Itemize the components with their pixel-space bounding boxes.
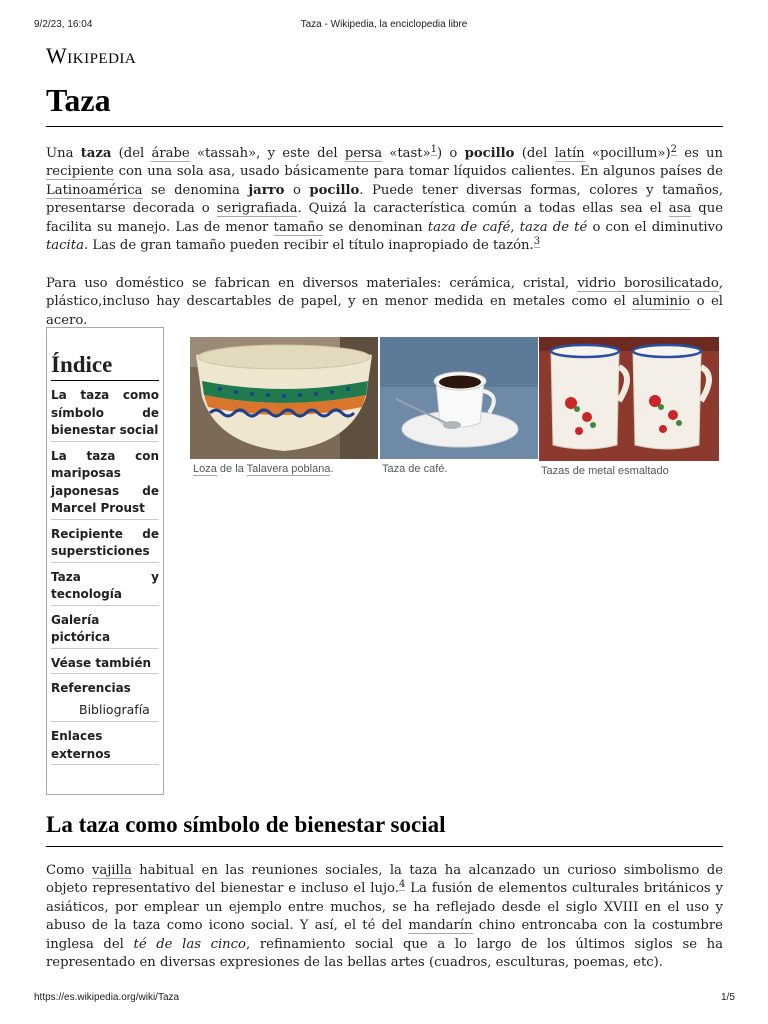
enamel-mugs-image[interactable]	[539, 337, 719, 461]
section-heading-simbolo: La taza como símbolo de bienestar social	[46, 812, 446, 837]
link-persa[interactable]: persa	[344, 146, 383, 161]
caption-esmaltado: Tazas de metal esmaltado	[541, 465, 669, 477]
print-timestamp: 9/2/23, 16:04	[34, 19, 93, 30]
coffee-cup-image[interactable]	[380, 337, 538, 459]
link-asa[interactable]: asa	[668, 201, 692, 217]
link-arabe[interactable]: árabe	[151, 146, 190, 161]
link-serigrafiada[interactable]: serigrafiada	[216, 201, 298, 217]
print-page-number: 1/5	[721, 992, 735, 1003]
link-vajilla[interactable]: vajilla	[91, 863, 132, 878]
ref-1[interactable]: 1	[430, 143, 438, 155]
caption-talavera: Loza de la Talavera poblana.	[193, 463, 334, 475]
title-divider	[46, 126, 723, 127]
gallery-figure-cafe	[380, 337, 538, 487]
link-tamano[interactable]: tamaño	[273, 219, 324, 235]
link-vidrio-borosilicatado[interactable]: vidrio borosilicatado	[577, 276, 719, 291]
toc-item-supersticiones[interactable]: Recipiente de supersticiones	[51, 520, 159, 563]
toc-item-bibliografia[interactable]: Bibliografía	[51, 699, 159, 723]
toc-item-galeria[interactable]: Galería pictórica	[51, 606, 159, 649]
toc-item-tecnologia[interactable]: Taza y tecnología	[51, 563, 159, 606]
ref-2[interactable]: 2	[670, 143, 677, 155]
talavera-bowl-image[interactable]	[190, 337, 378, 459]
table-of-contents	[46, 327, 164, 795]
gallery-figure-esmaltado	[539, 337, 719, 487]
section-divider	[46, 846, 723, 847]
section-paragraph-simbolo: Como vajilla habitual en las reuniones sociales, la taza ha alcanzado un curioso simbolismo de objeto representativo del bienestar e incluso el lujo.$^4$ La fusión de elementos culturales británicos y asiáticos, por emplear un ejemplo entre muchos, se ha reflejado desde el siglo XVIII en el uso y abuso de la taza como icono social. Y así, el té del mandarín chino entroncaba con la costumbre inglesa del té de las cinco, refinamiento social que a lo largo de los últimos siglos se ha representado en diversas expresiones de las bellas artes (cuadros, esculturas, poemas, etc).	[46, 863, 723, 971]
ref-3[interactable]: 3	[533, 235, 541, 247]
link-latin[interactable]: latín	[554, 146, 585, 161]
print-url: https://es.wikipedia.org/wiki/Taza	[34, 992, 180, 1003]
link-loza[interactable]: Loza	[193, 463, 217, 475]
intro-paragraph-2: Para uso doméstico se fabrican en diversos materiales: cerámica, cristal, vidrio borosilicatado, plástico,incluso hay descartables de papel, y en menor medida en metales como el aluminio o el acero.	[46, 276, 724, 328]
toc-title: Índice	[51, 352, 159, 381]
link-mandarin[interactable]: mandarín	[408, 918, 473, 934]
link-latinoamerica[interactable]: Latinoamérica	[46, 182, 143, 198]
link-recipiente[interactable]: recipiente	[46, 164, 114, 180]
toc-item-referencias[interactable]: Referencias	[51, 681, 131, 695]
wikipedia-wordmark[interactable]: Wikipedia	[46, 43, 137, 68]
ref-4[interactable]: 4	[398, 879, 406, 891]
print-header	[0, 0, 768, 46]
toc-item-simbolo[interactable]: La taza como símbolo de bienestar social	[51, 381, 159, 442]
toc-item-enlaces[interactable]: Enlaces externos	[51, 722, 159, 765]
page-title: Taza	[46, 82, 111, 118]
toc-item-vease[interactable]: Véase también	[51, 649, 159, 675]
link-talavera-poblana[interactable]: Talavera poblana	[246, 463, 331, 475]
toc-item-proust[interactable]: La taza con mariposas japonesas de Marcel Proust	[51, 442, 159, 520]
gallery-figure-talavera	[190, 337, 378, 487]
caption-cafe: Taza de café.	[382, 463, 448, 475]
link-aluminio[interactable]: aluminio	[632, 294, 691, 310]
print-title: Taza - Wikipedia, la enciclopedia libre	[300, 19, 468, 30]
intro-paragraph-1: Una taza (del árabe «tassah», y este del persa «tast»$^1$) o pocillo (del latín «pocillum»)$^2$ es un recipiente con una sola asa, usado básicamente para tomar líquidos calientes. En algunos países de Latinoamérica se denomina jarro o pocillo. Puede tener diversas formas, colores y tamaños, presentarse decorada o serigrafiada. Quizá la característica común a todas ellas sea el asa que facilita su manejo. Las de menor tamaño se denominan taza de café, taza de té o con el diminutivo tacita. Las de gran tamaño pueden recibir el título inapropiado de tazón.$^3$	[46, 143, 724, 254]
